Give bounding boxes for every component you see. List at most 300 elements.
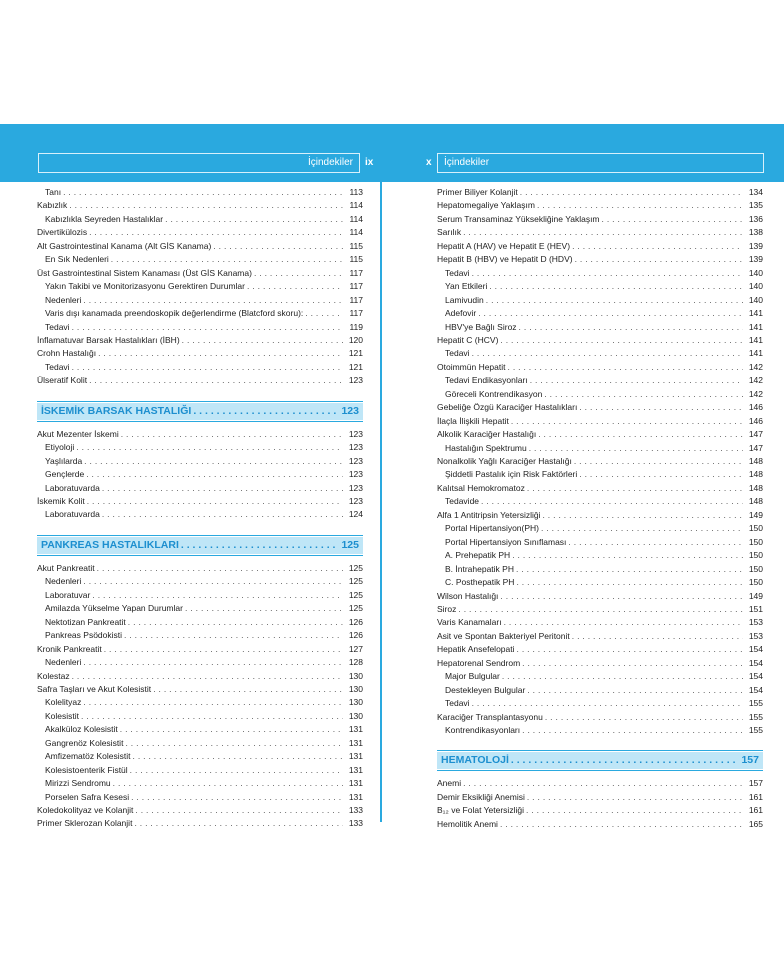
- entry-title: Anemi: [437, 778, 462, 789]
- entry-title: Kalıtsal Hemokromatoz: [437, 482, 525, 493]
- toc-entry: [37, 428, 363, 441]
- entry-title: Nedenleri: [45, 657, 82, 668]
- entry-page: 146: [748, 415, 763, 426]
- dot-leader: [165, 213, 343, 226]
- entry-title: Kolelityaz: [45, 697, 82, 708]
- dot-leader: [478, 307, 743, 320]
- entry-page: 155: [748, 725, 763, 735]
- entry-title: Yan Etkileri: [445, 281, 488, 292]
- entry-page: 142: [748, 388, 763, 399]
- toc-subentry: [37, 321, 363, 334]
- toc-subentry: [437, 549, 763, 562]
- entry-page: 154: [748, 657, 763, 668]
- toc-entry: [37, 804, 363, 817]
- toc-subentry: [437, 724, 763, 737]
- entry-page: 117: [349, 294, 363, 305]
- entry-page: 133: [348, 805, 363, 815]
- dot-leader: [526, 804, 743, 817]
- entry-page: 126: [348, 616, 363, 627]
- entry-page: 125: [348, 576, 363, 587]
- dot-leader: [133, 750, 344, 763]
- entry-title: Amfizematöz Kolesistit: [45, 751, 131, 762]
- dot-leader: [135, 804, 343, 817]
- entry-title: A. Prehepatik PH: [445, 550, 511, 561]
- entry-page: 140: [748, 294, 763, 305]
- dot-leader: [500, 590, 743, 603]
- dot-leader: [542, 509, 743, 522]
- dot-leader: [104, 643, 343, 656]
- dot-leader: [520, 186, 743, 199]
- toc-entry: [37, 683, 363, 696]
- entry-title: Etiyoloji: [45, 442, 75, 453]
- entry-page: 114: [349, 213, 363, 224]
- toc-subentry: [437, 536, 763, 549]
- dot-leader: [247, 280, 343, 293]
- entry-page: 123: [348, 482, 363, 493]
- toc-subentry: [437, 495, 763, 508]
- entry-title: Gangrenöz Kolesistit: [45, 737, 124, 748]
- left-running-header: İçindekiler: [38, 153, 360, 173]
- toc-subentry: [437, 388, 763, 401]
- toc-subentry: [437, 468, 763, 481]
- toc-subentry: [437, 307, 763, 320]
- dot-leader: [98, 347, 343, 360]
- entry-page: 139: [748, 240, 763, 251]
- entry-page: 153: [748, 630, 763, 641]
- toc-subentry: [437, 374, 763, 387]
- toc-entry: [437, 253, 763, 266]
- dot-leader: [511, 752, 740, 769]
- entry-title: Divertikülozis: [37, 227, 88, 238]
- dot-leader: [516, 563, 743, 576]
- entry-title: Demir Eksikliği Anemisi: [437, 791, 525, 802]
- entry-title: İnflamatuvar Barsak Hastalıkları (İBH): [37, 334, 180, 345]
- entry-title: Hastalığın Spektrumu: [445, 442, 527, 453]
- toc-entry: [437, 643, 763, 656]
- toc-subentry: [437, 347, 763, 360]
- dot-leader: [81, 710, 343, 723]
- dot-leader: [529, 442, 743, 455]
- entry-page: 165: [748, 818, 763, 829]
- entry-title: Kontrendikasyonları: [445, 725, 521, 735]
- entry-title: Amilazda Yükselme Yapan Durumlar: [45, 603, 183, 614]
- entry-title: Nedenleri: [45, 294, 82, 305]
- section-rule: [437, 770, 763, 771]
- toc-subentry: [37, 455, 363, 468]
- entry-title: Siroz: [437, 603, 457, 614]
- entry-page: 147: [748, 442, 763, 453]
- entry-title: Koledokolityaz ve Kolanjit: [37, 805, 134, 815]
- toc-entry: [437, 616, 763, 629]
- dot-leader: [89, 374, 343, 387]
- dot-leader: [63, 186, 343, 199]
- dot-leader: [92, 589, 343, 602]
- toc-entry: [437, 603, 763, 616]
- dot-leader: [83, 656, 343, 669]
- dot-leader: [579, 468, 743, 481]
- dot-leader: [182, 334, 343, 347]
- entry-title: Kolesistoenterik Fistül: [45, 764, 128, 775]
- entry-title: Yakın Takibi ve Monitorizasyonu Gerektiren Durumlar: [45, 281, 245, 292]
- entry-page: 150: [748, 550, 763, 561]
- dot-leader: [83, 696, 343, 709]
- entry-page: 153: [748, 617, 763, 628]
- dot-leader: [83, 294, 343, 307]
- dot-leader: [131, 791, 343, 804]
- entry-title: Primer Sklerozan Kolanjit: [37, 818, 133, 829]
- entry-page: 113: [349, 187, 363, 197]
- entry-title: Tedavi: [445, 348, 470, 359]
- entry-title: Yaşlılarda: [45, 455, 83, 466]
- entry-page: 148: [748, 496, 763, 507]
- entry-page: 123: [348, 455, 363, 466]
- entry-title: Şiddetli Pastalık için Risk Faktörleri: [445, 469, 578, 480]
- entry-title: Major Bulgular: [445, 671, 500, 682]
- dot-leader: [458, 603, 743, 616]
- toc-entry: [437, 509, 763, 522]
- toc-section-heading: [37, 537, 363, 554]
- toc-subentry: [437, 670, 763, 683]
- toc-entry: [37, 199, 363, 212]
- entry-page: 131: [348, 724, 363, 735]
- entry-title: Sarılık: [437, 227, 462, 238]
- entry-title: Hepatik Ansefelopati: [437, 644, 515, 655]
- dot-leader: [121, 428, 343, 441]
- entry-title: Varis Kanamaları: [437, 617, 502, 628]
- dot-leader: [572, 630, 743, 643]
- toc-subentry: [437, 576, 763, 589]
- dot-leader: [134, 817, 343, 830]
- section-title: HEMATOLOJİ: [441, 754, 509, 767]
- entry-title: Tanı: [45, 187, 62, 197]
- entry-title: Gebeliğe Özgü Karaciğer Hastalıkları: [437, 402, 578, 413]
- dot-leader: [472, 347, 743, 360]
- entry-page: 120: [348, 334, 363, 345]
- entry-page: 126: [348, 630, 363, 641]
- toc-subentry: [437, 442, 763, 455]
- toc-subentry: [37, 508, 363, 521]
- entry-title: Hepatomegaliye Yaklaşım: [437, 200, 535, 211]
- dot-leader: [97, 562, 343, 575]
- entry-page: 121: [348, 348, 363, 359]
- entry-page: 141: [748, 321, 763, 332]
- entry-page: 115: [349, 254, 363, 265]
- entry-page: 130: [348, 670, 363, 681]
- entry-title: Varis dışı kanamada preendoskopik değerlendirme (Blatcford skoru):: [45, 308, 304, 319]
- dot-leader: [86, 468, 343, 481]
- entry-title: Laboratuvarda: [45, 509, 100, 520]
- entry-page: 142: [748, 375, 763, 386]
- toc-entry: [437, 590, 763, 603]
- dot-leader: [185, 602, 343, 615]
- toc-entry: [437, 455, 763, 468]
- toc-subentry: [437, 321, 763, 334]
- entry-title: Wilson Hastalığı: [437, 590, 499, 601]
- entry-page: 141: [748, 348, 763, 359]
- dot-leader: [486, 294, 743, 307]
- dot-leader: [545, 711, 743, 724]
- toc-subentry: [37, 737, 363, 750]
- toc-entry: [37, 562, 363, 575]
- toc-entry: [437, 334, 763, 347]
- entry-page: 133: [348, 818, 363, 829]
- entry-page: 123: [348, 496, 363, 506]
- toc-subentry: [37, 186, 363, 199]
- toc-entry: [37, 267, 363, 280]
- entry-title: Üst Gastrointestinal Sistem Kanaması (Üst GİS Kanama): [37, 267, 252, 278]
- dot-leader: [463, 226, 743, 239]
- entry-title: Crohn Hastalığı: [37, 348, 97, 359]
- entry-page: 155: [748, 698, 763, 709]
- dot-leader: [69, 199, 343, 212]
- toc-subentry: [37, 441, 363, 454]
- entry-title: Kabızlık: [37, 200, 68, 211]
- entry-title: Tedavi: [45, 321, 70, 332]
- entry-page: 123: [348, 469, 363, 480]
- entry-title: Tedavi: [445, 267, 470, 278]
- entry-title: Tedavi: [445, 698, 470, 709]
- entry-page: 141: [748, 308, 763, 319]
- entry-title: B. İntrahepatik PH: [445, 563, 514, 574]
- toc-entry: [437, 428, 763, 441]
- dot-leader: [500, 818, 743, 831]
- right-page-number: x: [426, 157, 432, 168]
- dot-leader: [125, 737, 343, 750]
- toc-entry: [437, 711, 763, 724]
- dot-leader: [517, 643, 744, 656]
- dot-leader: [504, 616, 743, 629]
- toc-subentry: [37, 294, 363, 307]
- entry-page: 157: [748, 778, 763, 789]
- entry-page: 131: [348, 751, 363, 762]
- toc-entry: [437, 657, 763, 670]
- dot-leader: [502, 670, 743, 683]
- entry-page: 150: [748, 563, 763, 574]
- section-title: İSKEMİK BARSAK HASTALIĞI: [41, 404, 192, 417]
- section-rule: [37, 421, 363, 422]
- dot-leader: [472, 697, 743, 710]
- entry-title: Nedenleri: [45, 576, 82, 587]
- toc-subentry: [37, 361, 363, 374]
- toc-subentry: [37, 307, 363, 320]
- entry-page: 115: [349, 240, 363, 251]
- toc-entry: [437, 401, 763, 414]
- toc-subentry: [37, 589, 363, 602]
- dot-leader: [472, 267, 743, 280]
- dot-leader: [76, 441, 343, 454]
- entry-title: Ülseratif Kolit: [37, 375, 88, 386]
- dot-leader: [305, 307, 343, 320]
- entry-page: 154: [748, 671, 763, 682]
- section-rule: [37, 555, 363, 556]
- toc-subentry: [37, 213, 363, 226]
- entry-page: 142: [748, 361, 763, 372]
- entry-title: İskemik Kolit: [37, 496, 85, 506]
- dot-leader: [574, 455, 743, 468]
- entry-page: 151: [748, 603, 763, 614]
- section-page: 157: [741, 754, 759, 767]
- entry-page: 130: [348, 710, 363, 721]
- entry-title: Asit ve Spontan Bakteriyel Peritonit: [437, 630, 570, 641]
- toc-subentry: [37, 723, 363, 736]
- toc-subentry: [437, 684, 763, 697]
- entry-page: 150: [748, 536, 763, 547]
- toc-entry: [37, 643, 363, 656]
- entry-page: 119: [349, 321, 363, 332]
- dot-leader: [124, 629, 343, 642]
- entry-page: 123: [348, 442, 363, 453]
- toc-section-heading: [37, 403, 363, 420]
- entry-page: 138: [748, 227, 763, 238]
- entry-page: 131: [348, 791, 363, 802]
- toc-entry: [437, 213, 763, 226]
- dot-leader: [602, 213, 743, 226]
- toc-entry: [437, 630, 763, 643]
- toc-entry: [437, 361, 763, 374]
- entry-page: 117: [349, 281, 363, 292]
- entry-title: Lamivudin: [445, 294, 484, 305]
- dot-leader: [527, 791, 743, 804]
- dot-leader: [522, 657, 743, 670]
- dot-leader: [89, 226, 343, 239]
- entry-page: 150: [748, 523, 763, 534]
- toc-subentry: [37, 750, 363, 763]
- entry-title: Karaciğer Transplantasyonu: [437, 711, 543, 722]
- dot-leader: [522, 724, 743, 737]
- entry-page: 121: [348, 361, 363, 372]
- entry-page: 147: [748, 429, 763, 440]
- dot-leader: [572, 240, 743, 253]
- entry-page: 135: [748, 200, 763, 211]
- toc-entry: [437, 186, 763, 199]
- toc-subentry: [37, 791, 363, 804]
- toc-subentry: [437, 563, 763, 576]
- dot-leader: [120, 723, 343, 736]
- dot-leader: [508, 361, 744, 374]
- entry-title: Otoimmün Hepatit: [437, 361, 506, 372]
- entry-title: Kolestaz: [37, 670, 70, 681]
- toc-entry: [437, 818, 763, 831]
- entry-page: 131: [348, 778, 363, 789]
- entry-page: 146: [748, 402, 763, 413]
- entry-page: 114: [349, 200, 363, 211]
- entry-title: C. Posthepatik PH: [445, 577, 515, 588]
- entry-page: 134: [748, 187, 763, 197]
- entry-page: 124: [348, 509, 363, 520]
- dot-leader: [527, 482, 743, 495]
- dot-leader: [500, 334, 743, 347]
- dot-leader: [519, 321, 743, 334]
- dot-leader: [72, 321, 343, 334]
- toc-subentry: [37, 629, 363, 642]
- toc-section-heading: [437, 752, 763, 769]
- toc-subentry: [37, 777, 363, 790]
- entry-page: 139: [748, 254, 763, 265]
- entry-title: Primer Biliyer Kolanjit: [437, 187, 518, 197]
- toc-entry: [437, 415, 763, 428]
- dot-leader: [544, 388, 743, 401]
- section-rule: [437, 750, 763, 751]
- entry-page: 148: [748, 456, 763, 466]
- toc-subentry: [37, 482, 363, 495]
- entry-page: 148: [748, 482, 763, 493]
- dot-leader: [130, 764, 343, 777]
- toc-entry: [37, 495, 363, 508]
- section-title: PANKREAS HASTALIKLARI: [41, 538, 179, 551]
- entry-page: 130: [348, 683, 363, 694]
- toc-subentry: [37, 602, 363, 615]
- toc-entry: [437, 226, 763, 239]
- entry-title: Nonalkolik Yağlı Karaciğer Hastalığı: [437, 456, 572, 466]
- entry-title: Portal Hipertansiyon Sınıflaması: [445, 536, 567, 547]
- entry-page: 117: [349, 308, 363, 319]
- dot-leader: [537, 199, 743, 212]
- toc-entry: [37, 334, 363, 347]
- page-gutter-divider: [380, 182, 382, 822]
- toc-entry: [437, 482, 763, 495]
- dot-leader: [516, 576, 743, 589]
- dot-leader: [128, 616, 343, 629]
- entry-page: 161: [748, 791, 763, 802]
- entry-page: 148: [748, 469, 763, 480]
- entry-page: 149: [748, 590, 763, 601]
- dot-leader: [111, 253, 343, 266]
- entry-page: 123: [348, 428, 363, 439]
- entry-title: Alkolik Karaciğer Hastalığı: [437, 429, 537, 440]
- entry-page: 154: [748, 684, 763, 695]
- toc-subentry: [437, 522, 763, 535]
- dot-leader: [538, 428, 743, 441]
- dot-leader: [541, 522, 743, 535]
- dot-leader: [463, 777, 743, 790]
- entry-title: Serum Transaminaz Yüksekliğine Yaklaşım: [437, 213, 600, 224]
- dot-leader: [87, 495, 343, 508]
- entry-title: Tedavide: [445, 496, 480, 507]
- entry-title: Hemolitik Anemi: [437, 818, 498, 829]
- dot-leader: [254, 267, 343, 280]
- toc-entry: [37, 374, 363, 387]
- dot-leader: [512, 549, 743, 562]
- dot-leader: [72, 361, 343, 374]
- entry-title: Gençlerde: [45, 469, 85, 480]
- entry-page: 154: [748, 644, 763, 655]
- entry-page: 161: [748, 805, 763, 816]
- entry-page: 141: [748, 334, 763, 345]
- toc-entry: [437, 777, 763, 790]
- dot-leader: [193, 403, 339, 420]
- toc-entry: [37, 240, 363, 253]
- dot-leader: [83, 575, 343, 588]
- dot-leader: [84, 455, 343, 468]
- entry-page: 125: [348, 562, 363, 573]
- toc-subentry: [37, 656, 363, 669]
- toc-subentry: [437, 697, 763, 710]
- dot-leader: [575, 253, 743, 266]
- entry-page: 123: [348, 375, 363, 386]
- dot-leader: [102, 482, 343, 495]
- entry-title: Akut Pankreatit: [37, 562, 95, 573]
- toc-subentry: [37, 280, 363, 293]
- dot-leader: [102, 508, 343, 521]
- toc-subentry: [37, 710, 363, 723]
- toc-subentry: [37, 468, 363, 481]
- toc-entry: [437, 240, 763, 253]
- entry-page: 127: [348, 643, 363, 654]
- section-rule: [37, 535, 363, 536]
- entry-title: Pankreas Psödokisti: [45, 630, 123, 641]
- entry-page: 125: [348, 603, 363, 614]
- entry-page: 114: [349, 227, 363, 238]
